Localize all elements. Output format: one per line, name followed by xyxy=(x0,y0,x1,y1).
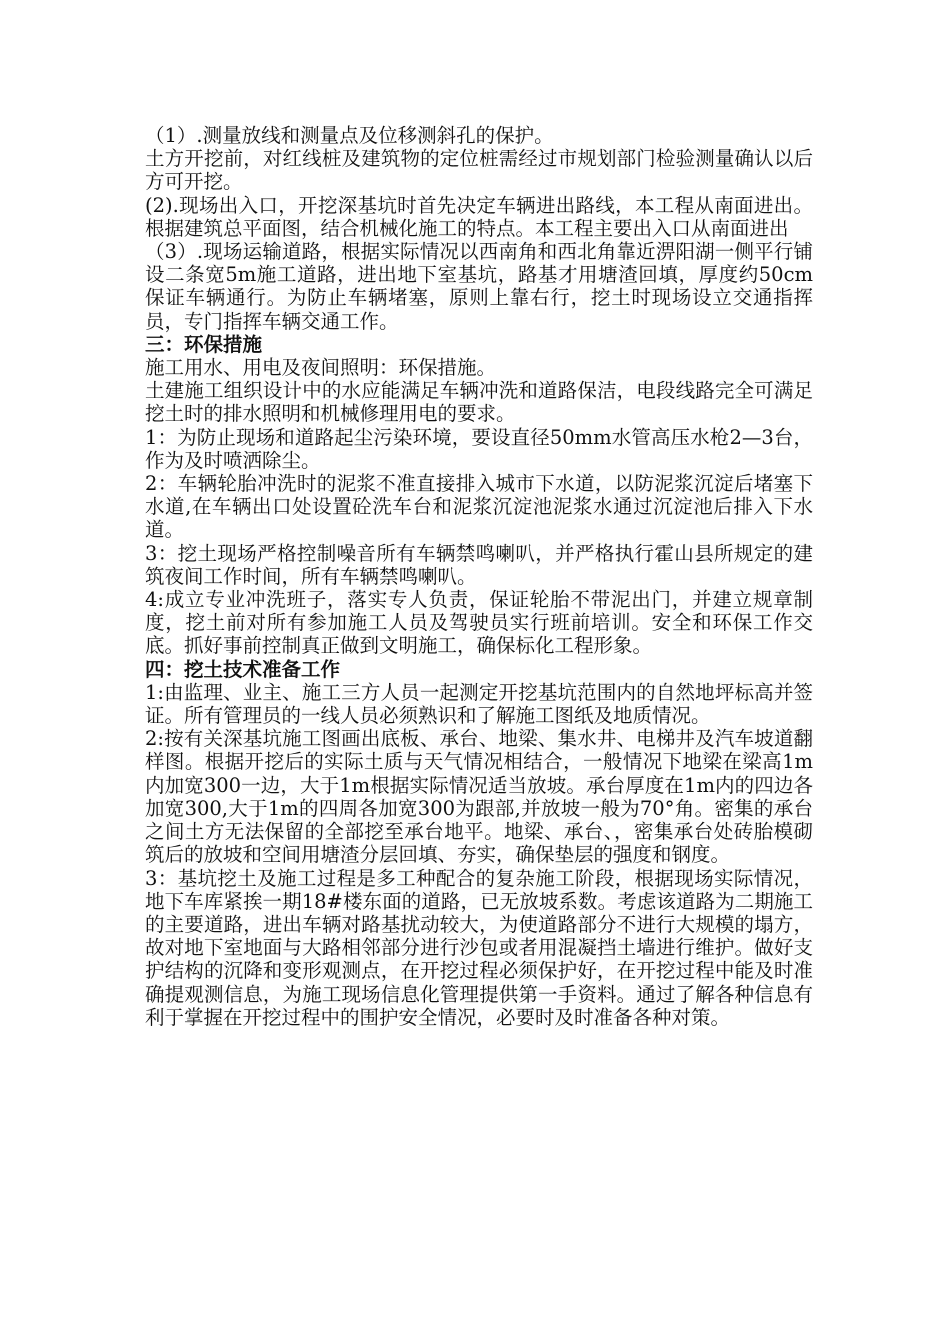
paragraph-drawings: 2:按有关深基坑施工图画出底板、承台、地梁、集水井、电梯井及汽车坡道翻样图。根据开挖后的实际土质与天气情况相结合，一般情况下地梁在梁高1m内加宽300一边，大于1m根据实际情况适当放坡。承台厚度在1m内的四边各加宽300,大于1m的四周各加宽300为跟部,并放坡一般为70°角。密集的承台之间土方无法保留的全部挖至承台地平。地梁、承台、，密集承台处砖胎模砌筑后的放坡和空间用塘渣分层回填、夯实，确保垫层的强度和钢度。 xyxy=(145,727,813,867)
document-body xyxy=(145,124,813,1029)
paragraph-water-power: 施工用水、用电及夜间照明：环保措施。 xyxy=(145,356,497,380)
paragraph-transport-road: （3）.现场运输道路，根据实际情况以西南角和西北角靠近淠阳湖一侧平行铺设二条宽5m施工道路，进出地下室基坑，路基才用塘渣回填，厚度约50cm保证车辆通行。为防止车辆堵塞，原则上靠右行，挖土时现场设立交通指挥员，专门指挥车辆交通工作。 xyxy=(145,240,813,333)
paragraph-pit-process: 3：基坑挖土及施工过程是多工种配合的复杂施工阶段，根据现场实际情况，地下车库紧挨一期18#楼东面的道路，已无放坡系数。考虑该道路为二期施工的主要道路，进出车辆对路基扰动较大，为使道路部分不进行大规模的塌方，故对地下室地面与大路相邻部分进行沙包或者用混凝挡土墙进行维护。做好支护结构的沉降和变形观测点，在开挖过程必须保护好，在开挖过程中能及时准确提观测信息，为施工现场信息化管理提供第一手资料。通过了解各种信息有利于掌握在开挖过程中的围护安全情况，必要时及时准备各种对策。 xyxy=(145,866,813,1029)
paragraph-measurement: （1）.测量放线和测量点及位移测斜孔的保护。 xyxy=(145,124,554,147)
paragraph-washing-team: 4:成立专业冲洗班子，落实专人负责，保证轮胎不带泥出门，并建立规章制度，挖土前对所有参加施工人员及驾驶员实行班前培训。安全和环保工作交底。抓好事前控制真正做到文明施工，确保标化工程形象。 xyxy=(145,588,813,658)
paragraph-site-entrance: (2).现场出入口，开挖深基坑时首先决定车辆进出路线，本工程从南面进出。根据建筑总平面图，结合机械化施工的特点。本工程主要出入口从南面进出 xyxy=(145,193,813,240)
paragraph-stake-check: 土方开挖前，对红线桩及建筑物的定位桩需经过市规划部门检验测量确认以后方可开挖。 xyxy=(145,147,813,194)
section-heading-environment: 三：环保措施 xyxy=(145,332,263,356)
paragraph-noise: 3：挖土现场严格控制噪音所有车辆禁鸣喇叭，并严格执行霍山县所规定的建筑夜间工作时间，所有车辆禁鸣喇叭。 xyxy=(145,541,813,588)
paragraph-elevation: 1:由监理、业主、施工三方人员一起测定开挖基坑范围内的自然地坪标高并签证。所有管理员的一线人员必须熟识和了解施工图纸及地质情况。 xyxy=(145,680,813,728)
section-heading-excavation-prep: 四：挖土技术准备工作 xyxy=(145,657,341,681)
paragraph-mud: 2：车辆轮胎冲洗时的泥浆不准直接排入城市下水道，以防泥浆沉淀后堵塞下水道,在车辆出口处设置砼洗车台和泥浆沉淀池泥浆水通过沉淀池后排入下水道。 xyxy=(145,472,813,542)
paragraph-dust: 1：为防止现场和道路起尘污染环境，要设直径50mm水管高压水枪2—3台，作为及时喷洒除尘。 xyxy=(145,425,813,472)
paragraph-civil-design: 土建施工组织设计中的水应能满足车辆冲洗和道路保洁，电段线路完全可满足挖土时的排水照明和机械修理用电的要求。 xyxy=(145,379,813,426)
